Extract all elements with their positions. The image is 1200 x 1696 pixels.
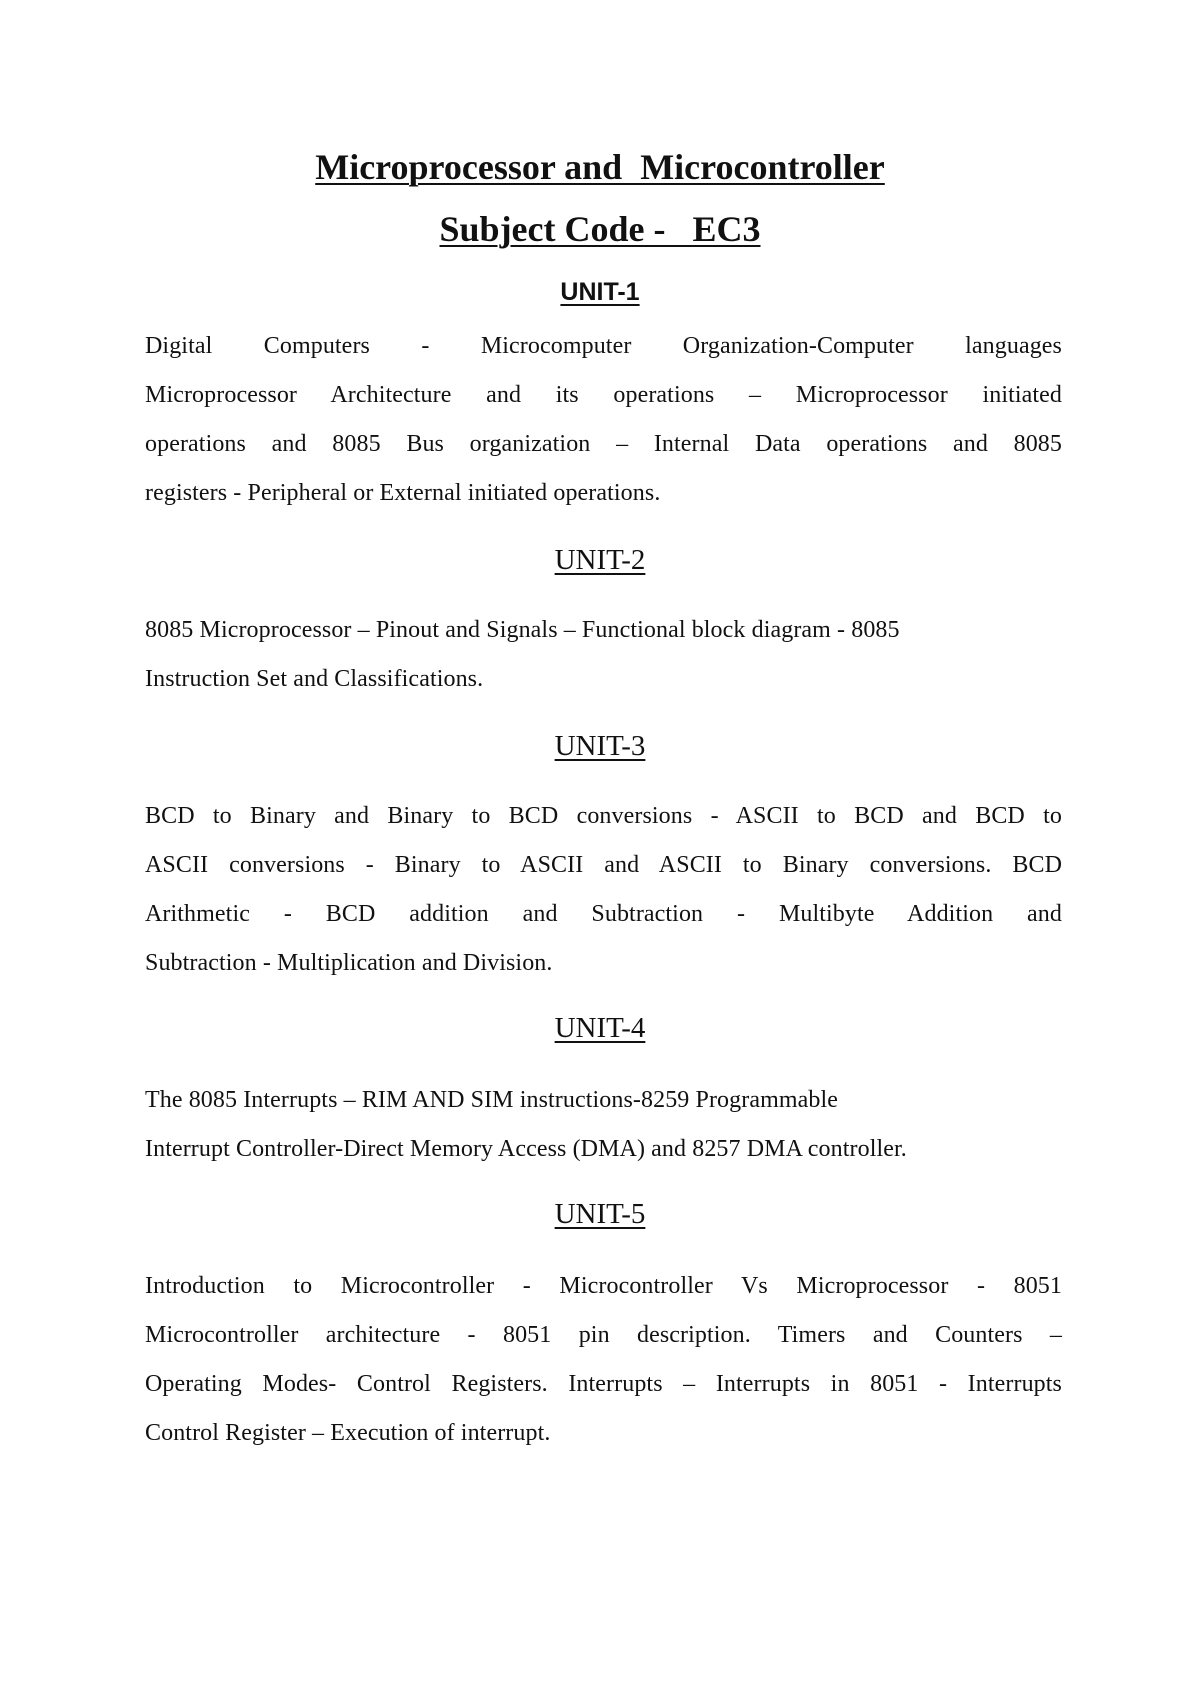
unit-5-line: Introduction to Microcontroller - Microcontroller Vs Microprocessor - 8051: [145, 1273, 1062, 1299]
unit-2-line: Instruction Set and Classifications.: [145, 666, 484, 692]
unit-5-line: Microcontroller architecture - 8051 pin description. Timers and Counters –: [145, 1322, 1062, 1348]
unit-3-line: Arithmetic - BCD addition and Subtraction - Multibyte Addition and: [145, 901, 1062, 927]
subject-code: Subject Code - EC3: [439, 209, 761, 249]
unit-1-line: operations and 8085 Bus organization – Internal Data operations and 8085: [145, 431, 1062, 457]
unit-4-line: Interrupt Controller-Direct Memory Access (DMA) and 8257 DMA controller.: [145, 1136, 907, 1162]
unit-5-line: Control Register – Execution of interrupt.: [145, 1420, 551, 1446]
unit-3-heading: UNIT-3: [554, 730, 646, 762]
unit-2-heading: UNIT-2: [554, 544, 646, 576]
unit-4-text: [145, 1076, 1062, 1174]
unit-3-line: ASCII conversions - Binary to ASCII and ASCII to Binary conversions. BCD: [145, 852, 1062, 878]
unit-2-text: [145, 606, 1062, 704]
page-title: Microprocessor and Microcontroller: [315, 147, 885, 187]
unit-1-line: Microprocessor Architecture and its operations – Microprocessor initiated: [145, 382, 1062, 408]
unit-4-heading: UNIT-4: [554, 1012, 646, 1044]
unit-5-line: Operating Modes- Control Registers. Interrupts – Interrupts in 8051 - Interrupts: [145, 1371, 1062, 1397]
unit-2-line: 8085 Microprocessor – Pinout and Signals – Functional block diagram - 8085: [145, 617, 900, 643]
unit-4-line: The 8085 Interrupts – RIM AND SIM instructions-8259 Programmable: [145, 1087, 838, 1113]
unit-1-line: registers - Peripheral or External initiated operations.: [145, 480, 661, 506]
unit-1-line: Digital Computers - Microcomputer Organization-Computer languages: [145, 333, 1062, 359]
unit-3-line: Subtraction - Multiplication and Division.: [145, 950, 553, 976]
unit-5-text: [145, 1262, 1062, 1458]
unit-3-line: BCD to Binary and Binary to BCD conversions - ASCII to BCD and BCD to: [145, 803, 1062, 829]
unit-1-heading: UNIT-1: [560, 278, 640, 306]
unit-3-text: [145, 792, 1062, 988]
unit-1-text: [145, 322, 1062, 518]
unit-5-heading: UNIT-5: [554, 1198, 646, 1230]
